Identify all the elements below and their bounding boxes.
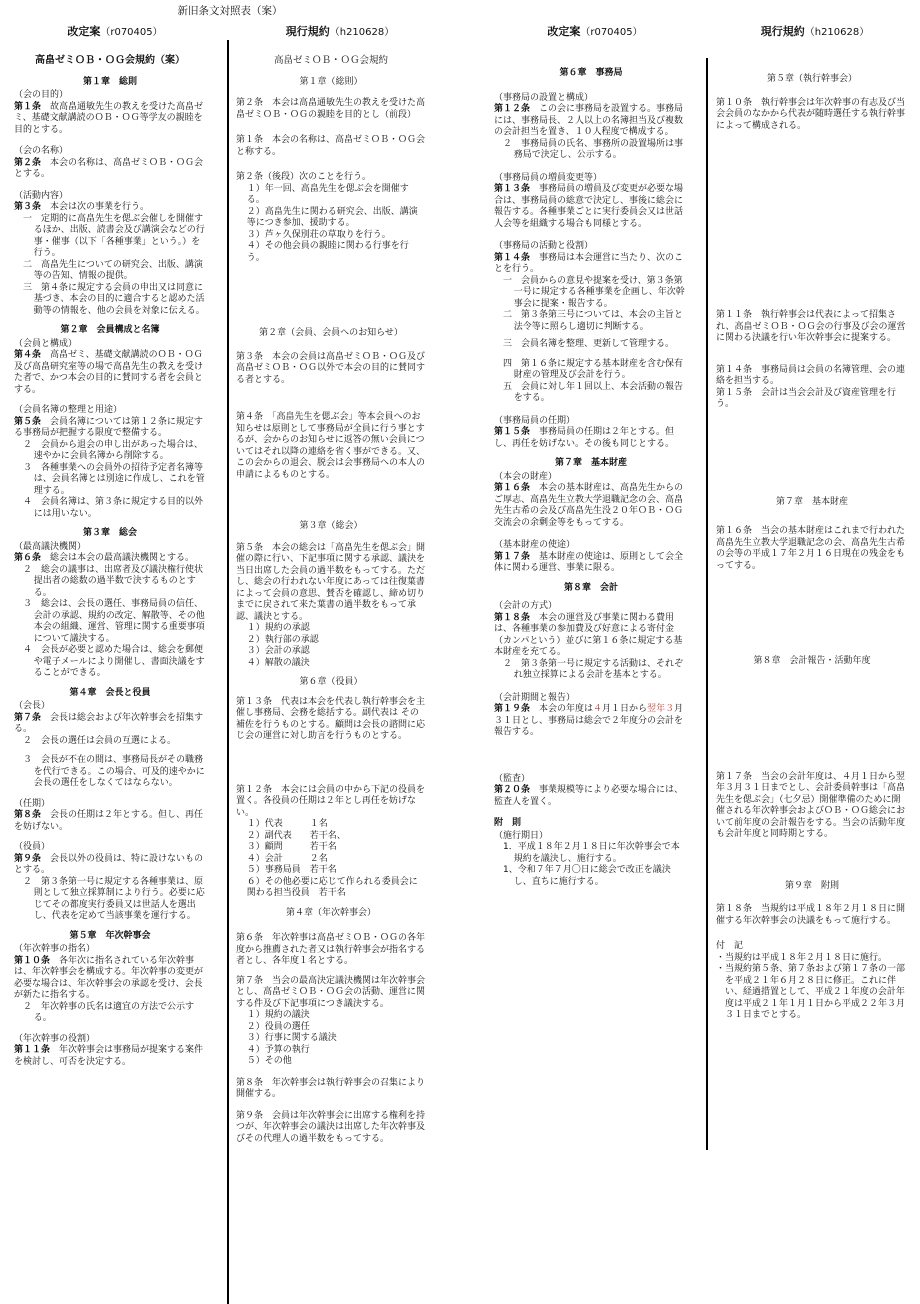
list-item: 二 第３条第三号については、本会の主旨と法令等に照らし適切に判断する。 xyxy=(503,310,683,332)
article: 第３条 本会は次の事業を行う。 xyxy=(14,202,150,212)
list-item: １）規約の承認 xyxy=(246,623,310,633)
document-title: 新旧条文対照表（案） xyxy=(177,5,283,17)
list-item: 三 第４条に規定する会員の申出又は同意に基づき、本会の目的に適合すると認めた活動等の情報を、他の会員を対象に伝える。 xyxy=(23,282,205,316)
article-caption: （事務局の設置と構成） xyxy=(494,92,594,103)
list-item: ３）顧問 若干名 xyxy=(246,842,337,852)
list-item: ４）会計 ２名 xyxy=(246,853,328,864)
list-item: ３）会計の承認 xyxy=(246,646,310,656)
article: 第２０条 事業規模等により必要な場合には、監査人を置く。 xyxy=(494,785,684,807)
column-divider xyxy=(227,40,229,1304)
article-caption: （基本財産の使途） xyxy=(494,540,576,550)
paragraph: ２ 会員から退会の申し出があった場合は、速やかに会員名簿から削除する。 xyxy=(23,439,203,461)
chapter-heading: 第２章（会員、会員へのお知らせ） xyxy=(259,328,403,338)
list-item: ４）予算の執行 xyxy=(246,1044,310,1055)
chapter-heading: 第２章 会員構成と名簿 xyxy=(60,325,160,335)
list-item: ２）高畠先生に関わる研究会、出版、講演等につき参加、援助する。 xyxy=(246,206,418,228)
article: 第１条 故高畠通敏先生の教えを受けた高畠ゼミ、基礎文献講読のＯＢ・ＯＧ等学友の親睦を目的とする。 xyxy=(14,101,204,135)
article: 第８条 会長の任期は２年とする。但し、再任を妨げない。 xyxy=(14,810,204,832)
chapter-heading: 第４章 会長と役員 xyxy=(69,687,151,698)
article: 第１７条 基本財産の使途は、原則として会全体に関わる運営、事業に限る。 xyxy=(494,551,684,573)
chapter-heading: 第９章 附則 xyxy=(784,880,839,891)
article: 第９条 会員は年次幹事会に出席する権利を持つが、年次幹事会の議決は出席した年次幹事及びその代理人の過半数をもってする。 xyxy=(236,1110,426,1144)
article: 第１８条 本会の運営及び事業に関わる費用は、各種事業の参加費及び好意による寄付金（カンパという）並びに第１６条に規定する基本財産を充てる。 xyxy=(494,612,683,657)
paragraph: ４ 会員名簿は、第３条に規定する目的以外には用いない。 xyxy=(23,497,204,519)
article: 第１４条 事務局員は会員の名簿管理、会の連絡を担当する。 xyxy=(716,364,906,386)
article: 第１１条 年次幹事会は事務局が提案する案件を検討し、可否を決定する。 xyxy=(14,1045,204,1067)
list-item: ５）その他 xyxy=(246,1056,292,1066)
column-revised-2 xyxy=(494,68,688,888)
article: 第５条 本会の総会は「高畠先生を偲ぶ会」開催の際に行い、下記事項に関する承認、議決を当日出席した会員の過半数をもってする。ただし、総会の行われない年度にあっては往復葉書によって会員の意思、賛否を確認し、締め切りまでに戻されて来た葉書の過半数をもって承認、議決とする。 xyxy=(236,542,426,622)
chapter-heading: 第５章（執行幹事会） xyxy=(766,74,857,84)
chapter-heading: 第８章 会計 xyxy=(563,582,618,593)
paragraph: ２ 年次幹事の氏名は適宜の方法で公示する。 xyxy=(23,1001,195,1023)
paragraph: ２ 事務局員の氏名、事務所の設置場所は事務局で決定し、公示する。 xyxy=(503,138,684,160)
chapter-heading: 第３章（総会） xyxy=(299,521,363,531)
article: 第４条 「高畠先生を偲ぶ会」等本会員へのお知らせは原則として事務局が全員に行う事とするが、会からのお知らせに返答の無い会員についてはそれ以降の連絡を省く事ができる。又、この会からの退会、脱会は会事務局への本人の申請によるものとする。 xyxy=(236,412,426,480)
article-caption: （事務局員の任期） xyxy=(494,415,576,426)
list-item: ３）行事に関する議決 xyxy=(246,1033,337,1043)
article: 第１７条 当会の会計年度は、４月１日から翌年３月３１日までとし、会計委員幹事は「高畠先生を偲ぶ会」（七夕忌）開催準備のために開催される年次幹事会およびＯＢ・ＯＧ総会において前年度の会計報告をする。当会の活動年度も会計年度と同時期とする。 xyxy=(716,771,906,839)
article: 第１３条 代表は本会を代表し執行幹事会を主催し事務局、会務を総括する。副代表は その補佐を行うものとする。顧問は会長の諮問に応じ会の運営に対し助言を行うものとする。 xyxy=(236,696,426,741)
chapter-heading: 第３章 総会 xyxy=(82,528,137,538)
article-caption: （役員） xyxy=(14,842,51,852)
chapter-heading: 第１章（総則） xyxy=(299,76,363,87)
chapter-heading: 第１章 総則 xyxy=(82,76,137,87)
paragraph: ３ 会長が不在の間は、事務局長がその職務を代行できる。この場合、可及的速やかに会長の選任をしなくてはならない。 xyxy=(23,755,205,788)
article: 第２条 本会の名称は、高畠ゼミＯＢ・ＯＧ会とする。 xyxy=(14,157,204,179)
col4-header: 現行規約（h210628） xyxy=(760,25,870,38)
paragraph: ２ 会長の選任は会員の互選による。 xyxy=(23,735,177,746)
article-caption: （会の目的） xyxy=(14,90,69,100)
column-divider xyxy=(706,58,708,1150)
article: 第６条 年次幹事は高畠ゼミＯＢ・ＯＧの各年度から推薦された者又は執行幹事会が指名する者とし、各年度１名とする。 xyxy=(236,933,426,966)
article: 第１３条 事務局員の増員及び変更が必要な場合は、事務局員の総意で決定し、事後に総会に報告する。各種事業ごとに実行委員会又は世話人会等を組織する場合も同様とする。 xyxy=(494,184,684,229)
supplementary-heading: 附 則 xyxy=(494,818,522,828)
article: 第１２条 本会には会員の中から下記の役員を置く。各役員の任期は２年とし再任を妨げない。 xyxy=(236,784,426,818)
article-caption: （任期） xyxy=(14,798,51,809)
list-item: 三 会員名簿を整理、更新して管理する。 xyxy=(503,339,675,349)
revised-text: 翌年３ xyxy=(647,704,675,714)
list-item: ２）執行部の承認 xyxy=(246,634,319,645)
list-item: ３）芦ヶ久保別荘の草取りを行う。 xyxy=(246,229,391,240)
chapter-heading: 第４章（年次幹事会） xyxy=(285,907,376,918)
article: 第２条 本会は高畠通敏先生の教えを受けた高畠ゼミＯＢ・ＯＧの親睦を目的とし（前段） xyxy=(236,98,426,120)
list-item: 五 会員に対し年１回以上、本会活動の報告をする。 xyxy=(503,381,684,403)
col2-header: 現行規約（h210628） xyxy=(285,25,395,38)
article-caption: （活動内容） xyxy=(14,190,69,201)
article: 第１０条 執行幹事会は年次幹事の有志及び当会会員のなかから代表が随時選任する執行幹事によって構成される。 xyxy=(716,97,906,131)
list-item: 1．平成１８年２月１８日に年次幹事会で本規約を議決し、施行する。 xyxy=(503,842,680,864)
list-item: 四 第１６条に規定する基本財産を含む保有財産の管理及び会計を行う。 xyxy=(503,358,684,380)
list-item: １）規約の議決 xyxy=(246,1010,310,1020)
rules-title: 高畠ゼミＯＢ・ＯＧ会規約（案） xyxy=(35,55,185,66)
chapter-heading: 第７章 基本財産 xyxy=(775,496,848,507)
article: 第１５条 会計は当会会計及び資産管理を行う。 xyxy=(716,387,897,409)
list-item: ６）その他必要に応じて作られる委員会に関わる担当役員 若干名 xyxy=(246,876,418,898)
article: 第１６条 本会の基本財産は、高畠先生からのご厚志、高畠先生立教大学退職記念の会、高畠先生古希の会及び高畠先生没２０年ＯＢ・ＯＧ交流会の余剰金等をもってする。 xyxy=(494,483,684,528)
list-item: ２）役員の選任 xyxy=(246,1021,310,1032)
article-caption: （会計の方式） xyxy=(494,601,558,611)
paragraph: ３ 総会は、会長の選任、事務局員の信任、会計の承認、規約の改定、解散等、その他本会の組織、運営、管理に関する重要事項について議決する。 xyxy=(23,599,205,644)
article: 第７条 当会の最高決定議決機関は年次幹事会とし、高畠ゼミＯＢ・ＯＧ会の活動、運営に関する件及び下記事項につき議決する。 xyxy=(236,975,426,1009)
list-item: 一 会員からの意見や提案を受け、第３条第一号に規定する各種事業を企画し、年次幹事会に提案・報告する。 xyxy=(503,275,685,309)
list-item: 1、令和７年７月〇日に総会で改正を議決し、直ちに施行する。 xyxy=(503,865,671,887)
article: 第９条 会長以外の役員は、特に設けないものとする。 xyxy=(14,853,204,875)
article: 第１１条 執行幹事会は代表によって招集され、高畠ゼミＯＢ・ＯＧ会の行事及び会の運営に関わる決議を行い年次幹事会に提案する。 xyxy=(716,310,906,343)
paragraph: ４ 会長が必要と認めた場合は、総会を郵便や電子メールにより開催し、書面決議をすることができる。 xyxy=(23,645,205,678)
article-caption: （会員名簿の整理と用途） xyxy=(14,405,123,415)
col1-header: 改定案（r070405） xyxy=(67,25,163,38)
column-revised-1 xyxy=(14,55,206,1068)
paragraph: ２ 第３条第一号に規定する各種事業は、原則として独立採算制により行う。必要に応じてその都度実行委員又は世話人を選出し、代表を定めて当該事業を運行する。 xyxy=(23,876,205,921)
column-current-1 xyxy=(236,55,426,1145)
chapter-heading: 第５章 年次幹事会 xyxy=(69,930,151,941)
article: 第１８条 当規約は平成１８年２月１８日に開催する年次幹事会の決議をもって施行する。 xyxy=(716,904,906,926)
article: 第１２条 この会に事務局を設置する。事務局には、事務局長、２人以上の名簿担当及び複数の会計担当を置き、１０人程度で構成する。 xyxy=(494,104,684,137)
chapter-heading: 第６章（役員） xyxy=(299,677,363,687)
article-caption: （年次幹事の役割） xyxy=(14,1033,96,1044)
article-caption: （施行期日） xyxy=(494,830,549,841)
article-caption: （事務局の活動と役割） xyxy=(494,241,594,251)
article: 第１６条 当会の基本財産はこれまで行われた高畠先生立教大学退職記念の会、高畠先生古希の会等の平成１７年２月１６日現在の残金をもってする。 xyxy=(716,526,906,571)
article-caption: （会の名称） xyxy=(14,146,69,156)
article: 第１９条 本会の年度は４月１日から翌年３月３１日とし、事務局は総会で２年度分の会計を報告する。 xyxy=(494,704,684,737)
list-item: ４）解散の議決 xyxy=(246,657,310,668)
article-caption: （本会の財産） xyxy=(494,471,558,482)
article: 第１０条 各年次に指名されている年次幹事は、年次幹事会を構成する。年次幹事の変更が必要な場合は、年次幹事会の承認を受け、会長が新たに指名する。 xyxy=(14,955,204,1000)
article: 第４条 高畠ゼミ、基礎文献講読のＯＢ・ＯＧ及び高畠研究室等の場で高畠先生の教えを受けた者で、かつ本会の目的に賛同する者を会員とする。 xyxy=(14,350,204,395)
article: 第５条 会員名簿については第１２条に規定する事務局が把握する限度で整備する。 xyxy=(14,416,203,438)
list-item: 一 定期的に高畠先生を偲ぶ会催しを開催するほか、出版、読書会及び講演会などの行事・催事（以下「各種事業」という。）を行う。 xyxy=(23,213,205,258)
article: 第３条 本会の会員は高畠ゼミＯＢ・ＯＧ及び高畠ゼミＯＢ・ＯＧ以外で本会の目的に賛同する者とする。 xyxy=(236,351,426,385)
list-item: １）代表 １名 xyxy=(246,819,328,829)
revised-text: ４ xyxy=(593,704,603,714)
article-caption: （事務局員の増員変更等） xyxy=(494,172,603,183)
article: 第６条 総会は本会の最高議決機関とする。 xyxy=(14,553,195,563)
article: 第１５条 事務局員の任期は２年とする。但し、再任を妨げない。その後も同じとする。 xyxy=(494,427,675,449)
chapter-heading: 第７章 基本財産 xyxy=(554,458,627,468)
chapter-heading: 第６章 事務局 xyxy=(559,68,623,78)
list-item: ５）事務局員 若干名 xyxy=(246,865,337,875)
article-caption: （監査） xyxy=(494,773,531,784)
article-caption: （年次幹事の指名） xyxy=(14,944,96,954)
article: 第７条 会長は総会および年次幹事会を招集する。 xyxy=(14,712,204,734)
article-caption: （会員と構成） xyxy=(14,338,78,349)
article: 第２条（後段）次のことを行う。 xyxy=(236,172,372,182)
note-heading: 付 記 xyxy=(716,941,744,951)
article: 第８条 年次幹事会は執行幹事会の召集により開催する。 xyxy=(236,1077,426,1099)
list-item: ４）その他会員の親睦に関わる行事を行う。 xyxy=(246,241,409,263)
rules-title: 高畠ゼミＯＢ・ＯＧ会規約 xyxy=(273,55,388,66)
paragraph: ２ 第３条第一号に規定する活動は、それぞれ独立採算による会計を基本とする。 xyxy=(503,658,684,680)
article-caption: （会長） xyxy=(14,701,51,711)
list-item: １）年一回、高畠先生を偲ぶ会を開催する。 xyxy=(246,183,409,205)
article: 第１条 本会の名称は、高畠ゼミＯＢ・ＯＧ会と称する。 xyxy=(236,135,426,157)
col3-header: 改定案（r070405） xyxy=(547,25,643,38)
paragraph: ３ 各種事業への会員外の招待予定者名簿等は、会員名簿とは別途に作成し、これを管理する。 xyxy=(23,462,205,496)
article-caption: （最高議決機関） xyxy=(14,541,87,552)
note-item: ・当規約は平成１８年２月１８日に施行。 xyxy=(716,952,888,963)
list-item: 二 高畠先生についての研究会、出版、講演等の告知、情報の提供。 xyxy=(23,259,203,281)
paragraph: ２ 総会の議事は、出席者及び議決権行使状提出者の総数の過半数で決するものとする。 xyxy=(23,564,204,598)
chapter-heading: 第８章 会計報告・活動年度 xyxy=(753,656,871,666)
column-current-2 xyxy=(716,74,908,1022)
note-item: ・当規約第５条、第７条および第１７条の一部を平成２１年６月２８日に修正。これに伴い、経過措置として、平成２１年度の会計年度は平成２１年１月１日から平成２２年３月３１日までとする。 xyxy=(716,964,906,1020)
article: 第１４条 事務局は本会運営に当たり、次のことを行う。 xyxy=(494,252,684,274)
list-item: ２）副代表 若干名、 xyxy=(246,830,346,841)
article-caption: （会計期間と報告） xyxy=(494,692,576,703)
